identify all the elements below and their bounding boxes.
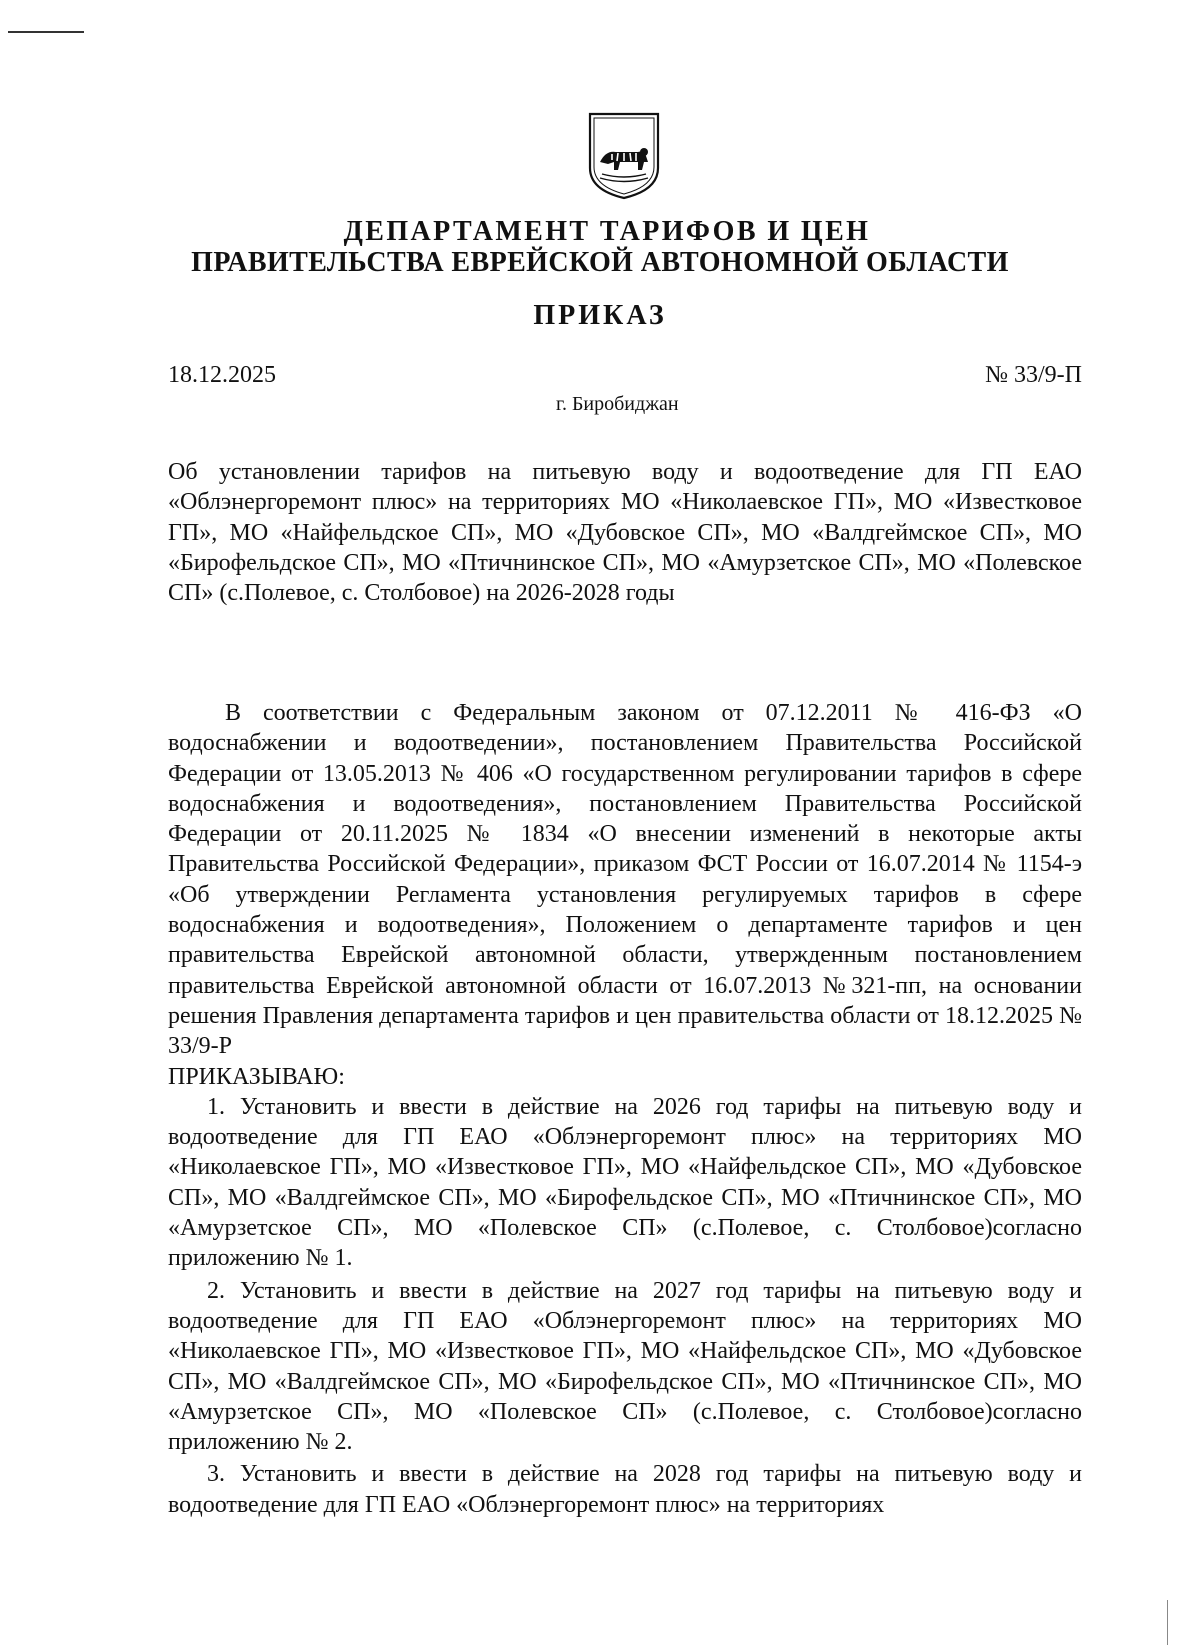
document-date: 18.12.2025 <box>168 362 276 388</box>
document-number: № 33/9-П <box>985 362 1082 388</box>
preamble-paragraph: В соответствии с Федеральным законом от 07.12.2011 № 416-ФЗ «О водоснабжении и водоотведении», постановлением Правительства Российской Федерации от 13.05.2013 № 406 «О государственном регулировании тарифов в сфере водоснабжения и водоотведения», постановлением Правительства Российской Федерации от 20.11.2025 № 1834 «О внесении изменений в некоторые акты Правительства Российской Федерации», приказом ФСТ России от 16.07.2014 № 1154-э «Об утверждении Регламента установления регулируемых тарифов в сфере водоснабжения и водоотведения», Положением о департаменте тарифов и цен правительства Еврейской автономной области, утвержденным постановлением правительства Еврейской автономной области от 16.07.2013 №321-пп, на основании решения Правления департамента тарифов и цен правительства области от 18.12.2025 № 33/9-Р <box>168 700 1082 1060</box>
order-point-3: 3. Установить и ввести в действие на 2028 год тарифы на питьевую воду и водоотведение для ГП ЕАО «Облэнергоремонт плюс» на территориях <box>168 1461 1082 1518</box>
order-point-2: 2. Установить и ввести в действие на 2027 год тарифы на питьевую воду и водоотведение для ГП ЕАО «Облэнергоремонт плюс» на территориях МО «Николаевское ГП», МО «Известковое ГП», МО «Найфельдское СП», МО «Дубовское СП», МО «Валдгеймское СП», МО «Бирофельдское СП», МО «Птичнинское СП», МО «Амурзетское СП», МО «Полевское СП» (с.Полевое, с. Столбовое)согласно приложению № 2. <box>168 1277 1082 1456</box>
subject-text: Об установлении тарифов на питьевую воду и водоотведение для ГП ЕАО «Облэнергоремонт плюс» на территориях МО «Николаевское ГП», МО «Известковое ГП», МО «Найфельдское СП», МО «Дубовское СП», МО «Валдгеймское СП», МО «Бирофельдское СП», МО «Птичнинское СП», МО «Амурзетское СП», МО «Полевское СП» (с.Полевое, с. Столбовое) на 2026-2028 годы <box>168 459 1082 607</box>
document-type-title: ПРИКАЗ <box>533 300 667 331</box>
scan-edge-mark <box>1167 1600 1168 1645</box>
department-title <box>0 216 1200 278</box>
document-body <box>168 698 1082 1520</box>
coat-of-arms-emblem <box>586 110 662 200</box>
order-word: ПРИКАЗЫВАЮ: <box>168 1063 345 1090</box>
document-city: г. Биробиджан <box>556 393 679 415</box>
scan-corner-mark <box>8 31 84 33</box>
document-subject <box>168 457 1082 608</box>
department-title-line-1: ДЕПАРТАМЕНТ ТАРИФОВ И ЦЕН <box>343 216 871 247</box>
department-title-line-2: ПРАВИТЕЛЬСТВА ЕВРЕЙСКОЙ АВТОНОМНОЙ ОБЛАСТИ <box>191 247 1009 278</box>
order-point-1: 1. Установить и ввести в действие на 2026 год тарифы на питьевую воду и водоотведение для ГП ЕАО «Облэнергоремонт плюс» на территориях МО «Николаевское ГП», МО «Известковое ГП», МО «Найфельдское СП», МО «Дубовское СП», МО «Валдгеймское СП», МО «Бирофельдское СП», МО «Птичнинское СП», МО «Амурзетское СП», МО «Полевское СП» (с.Полевое, с. Столбовое)согласно приложению № 1. <box>168 1093 1082 1272</box>
